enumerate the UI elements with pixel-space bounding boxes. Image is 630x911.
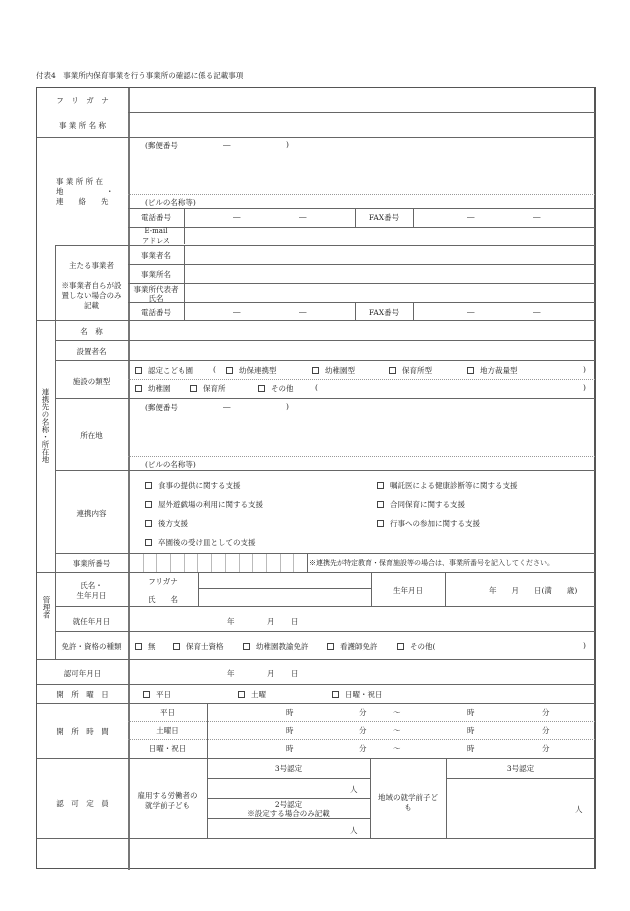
main-fax-label: FAX番号 — [368, 308, 400, 317]
license-option[interactable]: 無 — [135, 641, 156, 652]
manager-side-label: 管理者 — [42, 596, 51, 619]
checkbox[interactable] — [377, 501, 384, 508]
hours-start-hour[interactable]: 時 — [286, 726, 294, 735]
checkbox[interactable] — [135, 385, 142, 392]
checkbox[interactable] — [377, 520, 384, 527]
checkbox[interactable] — [145, 501, 152, 508]
office-no-digit-cell[interactable] — [280, 554, 294, 572]
office-no-digit-cell[interactable] — [211, 554, 225, 572]
office-name-input[interactable] — [130, 113, 595, 137]
fax-dash-2: ― — [533, 212, 541, 221]
hours-day: 平日 — [160, 708, 175, 717]
partner-postal-label: (郵便番号 — [145, 403, 178, 412]
local-type3-label: 3号認定 — [506, 764, 535, 773]
partner-postal-dash: ― — [223, 402, 231, 411]
office-no-digit-cell[interactable] — [293, 554, 307, 572]
approval-day[interactable]: 日 — [291, 669, 299, 678]
appointed-label: 就任年月日 — [72, 617, 111, 626]
main-operator-note-2: 置しない場合のみ — [61, 291, 122, 300]
facility-option-local-type[interactable]: 地方裁量型 — [467, 365, 518, 376]
founder-input[interactable] — [130, 341, 595, 360]
main-fax-input[interactable] — [414, 303, 595, 320]
address-label-1: 事 業 所 所 在 — [56, 177, 104, 186]
office-no-digit-cell[interactable] — [130, 554, 143, 572]
appointed-year[interactable]: 年 — [227, 617, 235, 626]
open-day-option[interactable]: 日曜・祝日 — [332, 689, 383, 700]
type2-person-unit: 人 — [350, 826, 358, 835]
address-label-2b: ・ — [106, 187, 114, 196]
main-fax-dash-2: ― — [533, 307, 541, 316]
email-label-2: アドレス — [142, 237, 170, 245]
office-no-digit-cell[interactable] — [252, 554, 266, 572]
license-option[interactable]: 看護師免許 — [327, 641, 378, 652]
office-no-input[interactable] — [130, 554, 307, 572]
operator-name-label: 事業者名 — [141, 251, 171, 260]
appointed-day[interactable]: 日 — [291, 617, 299, 626]
main-office-name-label: 事業所名 — [141, 270, 171, 279]
other-paren-open: ( — [315, 383, 318, 392]
license-option[interactable]: 保育士資格 — [173, 641, 224, 652]
content-option[interactable]: 嘱託医による健康診断等に関する支援 — [377, 480, 518, 491]
main-tel-label: 電話番号 — [141, 308, 171, 317]
facility-type-label: 施設の類型 — [72, 377, 111, 386]
main-fax-dash-1: ― — [467, 307, 475, 316]
hours-start-min[interactable]: 分 — [359, 726, 367, 735]
office-no-digit-cell[interactable] — [170, 554, 184, 572]
local-children-label-1: 地域の就学前子ど — [378, 793, 438, 802]
main-tel-dash-2: ― — [299, 307, 307, 316]
manager-dob-value[interactable]: 年 月 日(満 歳) — [489, 586, 578, 595]
local-children-label-2: も — [404, 803, 412, 812]
type3-person-unit: 人 — [350, 785, 358, 794]
checkbox[interactable] — [377, 482, 384, 489]
manager-name-input[interactable] — [199, 589, 371, 606]
hours-end-hour[interactable]: 時 — [467, 726, 475, 735]
manager-name-label: 氏 名 — [148, 595, 178, 604]
content-option[interactable]: 後方支援 — [145, 518, 188, 529]
facility-option-kindergarten[interactable]: 幼稚園 — [135, 383, 171, 394]
checkbox[interactable] — [389, 367, 396, 374]
office-no-note: ※連携先が特定教育・保育施設等の場合は、事業所番号を記入してください。 — [309, 559, 554, 567]
office-no-digit-cell[interactable] — [156, 554, 170, 572]
approval-date-label: 認可年月日 — [63, 669, 102, 678]
open-days-label: 開 所 曜 日 — [56, 690, 109, 699]
local-type3-count-input[interactable] — [447, 779, 572, 837]
name-dob-label-2: 生年月日 — [76, 591, 107, 600]
checkbox[interactable] — [145, 539, 152, 546]
building-label: (ビルの名称等) — [145, 198, 196, 207]
hours-end-hour[interactable]: 時 — [467, 744, 475, 753]
main-tel-dash-1: ― — [233, 307, 241, 316]
type2-label: 2号認定 — [274, 800, 303, 809]
name-dob-label-1: 氏名・ — [80, 581, 103, 590]
hours-start-hour[interactable]: 時 — [286, 708, 294, 717]
content-option[interactable]: 卒園後の受け皿としての支援 — [145, 537, 256, 548]
partner-address-input[interactable] — [130, 412, 595, 454]
address-label-3: 連 絡 先 — [56, 197, 109, 206]
hours-end-hour[interactable]: 時 — [467, 708, 475, 717]
checkbox[interactable] — [332, 691, 339, 698]
appointed-month[interactable]: 月 — [267, 617, 275, 626]
content-option[interactable]: 行事への参加に関する支援 — [377, 518, 480, 529]
tel-dash-2: ― — [299, 212, 307, 221]
type3-count-input[interactable] — [208, 779, 348, 798]
hours-tilde: 〜 — [393, 744, 401, 753]
checkbox[interactable] — [173, 643, 180, 650]
checkbox[interactable] — [143, 691, 150, 698]
hours-day: 日曜・祝日 — [148, 744, 187, 753]
type2-count-input[interactable] — [208, 819, 348, 838]
type2-note: ※設定する場合のみ記載 — [247, 809, 330, 818]
license-option[interactable]: 幼稚園教諭免許 — [243, 641, 309, 652]
type3-label: 3号認定 — [274, 764, 303, 773]
tel-dash-1: ― — [233, 212, 241, 221]
main-operator-label: 主たる事業者 — [69, 261, 114, 270]
open-hours-label: 開 所 時 間 — [56, 727, 109, 736]
local-type3-person-unit: 人 — [575, 805, 583, 814]
manager-furigana-label: フリガナ — [148, 577, 178, 586]
checkbox[interactable] — [190, 385, 197, 392]
checkbox[interactable] — [226, 367, 233, 374]
checkbox[interactable] — [135, 367, 142, 374]
employee-children-label-1: 雇用する労働者の — [137, 791, 198, 800]
checkbox[interactable] — [145, 520, 152, 527]
hours-day: 土曜日 — [156, 726, 179, 735]
employee-children-label-2: 就学前子ども — [145, 801, 190, 810]
hours-tilde: 〜 — [393, 726, 401, 735]
postal-close: ) — [286, 140, 289, 149]
hours-start-min[interactable]: 分 — [359, 744, 367, 753]
capacity-label: 認 可 定 員 — [56, 799, 109, 808]
hours-tilde: 〜 — [393, 708, 401, 717]
manager-furigana-input[interactable] — [199, 573, 371, 588]
postal-code-label: (郵便番号 — [145, 141, 178, 150]
license-label: 免許・資格の種類 — [61, 642, 122, 651]
facility-option-other[interactable]: その他 — [258, 383, 294, 394]
checkbox[interactable] — [145, 482, 152, 489]
office-no-digit-cell[interactable] — [143, 554, 157, 572]
fax-input[interactable] — [414, 209, 595, 227]
content-label: 連携内容 — [76, 509, 107, 518]
open-day-option[interactable]: 土曜 — [238, 689, 266, 700]
facility-option-integrated[interactable]: 幼保連携型 — [226, 365, 277, 376]
partner-postal-close: ) — [286, 402, 289, 411]
furigana-label: フ リ ガ ナ — [56, 96, 109, 105]
email-label-1: E-mail — [144, 227, 168, 235]
office-no-digit-cell[interactable] — [266, 554, 280, 572]
approval-month[interactable]: 月 — [267, 669, 275, 678]
open-day-option[interactable]: 平日 — [143, 689, 171, 700]
facility-option-kindergarten-type[interactable]: 幼稚園型 — [312, 365, 355, 376]
office-no-digit-cell[interactable] — [184, 554, 198, 572]
address-label-2a: 地 — [56, 187, 64, 196]
rep-label-1: 事業所代表者 — [133, 285, 179, 294]
partner-name-label: 名 称 — [80, 327, 103, 336]
main-operator-note-3: 記載 — [84, 301, 99, 310]
facility-option-nursery-type[interactable]: 保育所型 — [389, 365, 432, 376]
main-operator-note-1: ※事業者自らが設 — [61, 281, 122, 290]
founder-label: 設置者名 — [76, 347, 107, 356]
checkbox[interactable] — [238, 691, 245, 698]
rep-label-2: 氏名 — [148, 294, 164, 303]
checkbox[interactable] — [327, 643, 334, 650]
tel-label: 電話番号 — [141, 213, 171, 222]
checkbox[interactable] — [135, 643, 142, 650]
partner-building-label: (ビルの名称等) — [145, 460, 196, 469]
hours-start-hour[interactable]: 時 — [286, 744, 294, 753]
location-label: 所在地 — [80, 431, 103, 440]
hours-end-min[interactable]: 分 — [542, 744, 550, 753]
checkbox[interactable] — [312, 367, 319, 374]
partner-name-input[interactable] — [130, 321, 595, 340]
office-no-digit-cell[interactable] — [197, 554, 211, 572]
content-option[interactable]: 食事の提供に関する支援 — [145, 480, 241, 491]
checkbox[interactable] — [467, 367, 474, 374]
other-paren-close: ) — [583, 383, 586, 392]
content-option[interactable]: 合同保育に関する支援 — [377, 499, 465, 510]
office-no-label: 事業所番号 — [72, 559, 111, 568]
form-table — [36, 87, 596, 869]
form-title: 付表4 事業所内保育事業を行う事業所の確認に係る記載事項 — [36, 71, 244, 80]
office-name-label: 事 業 所 名 称 — [58, 121, 107, 130]
checkbox[interactable] — [258, 385, 265, 392]
fax-label: FAX番号 — [368, 213, 400, 222]
postal-dash: ― — [223, 140, 231, 149]
manager-dob-label: 生年月日 — [393, 586, 423, 595]
checkbox[interactable] — [397, 643, 404, 650]
facility-option-nursery[interactable]: 保育所 — [190, 383, 226, 394]
approval-year[interactable]: 年 — [227, 669, 235, 678]
hours-end-min[interactable]: 分 — [542, 708, 550, 717]
hours-start-min[interactable]: 分 — [359, 708, 367, 717]
main-tel-input[interactable] — [185, 303, 355, 320]
checkbox[interactable] — [243, 643, 250, 650]
email-input[interactable] — [185, 228, 595, 244]
facility-option-certified[interactable]: 認定こども園 — [135, 365, 193, 376]
paren-open: ( — [213, 365, 216, 374]
tel-input[interactable] — [185, 209, 355, 227]
license-close: ) — [583, 641, 586, 650]
office-no-digit-cell[interactable] — [239, 554, 253, 572]
main-office-name-input[interactable] — [185, 265, 595, 283]
license-option[interactable]: その他( — [397, 641, 435, 652]
facility-other-input[interactable] — [323, 381, 579, 397]
partner-side-label: 連携先の名称・所在地 — [41, 388, 50, 463]
content-option[interactable]: 屋外遊戯場の利用に関する支援 — [145, 499, 263, 510]
office-no-digit-cell[interactable] — [225, 554, 239, 572]
operator-name-input[interactable] — [185, 246, 595, 264]
hours-end-min[interactable]: 分 — [542, 726, 550, 735]
address-input[interactable] — [130, 150, 595, 192]
rep-name-input[interactable] — [185, 284, 595, 302]
fax-dash-1: ― — [467, 212, 475, 221]
paren-close: ) — [583, 365, 586, 374]
furigana-input[interactable] — [130, 88, 595, 112]
